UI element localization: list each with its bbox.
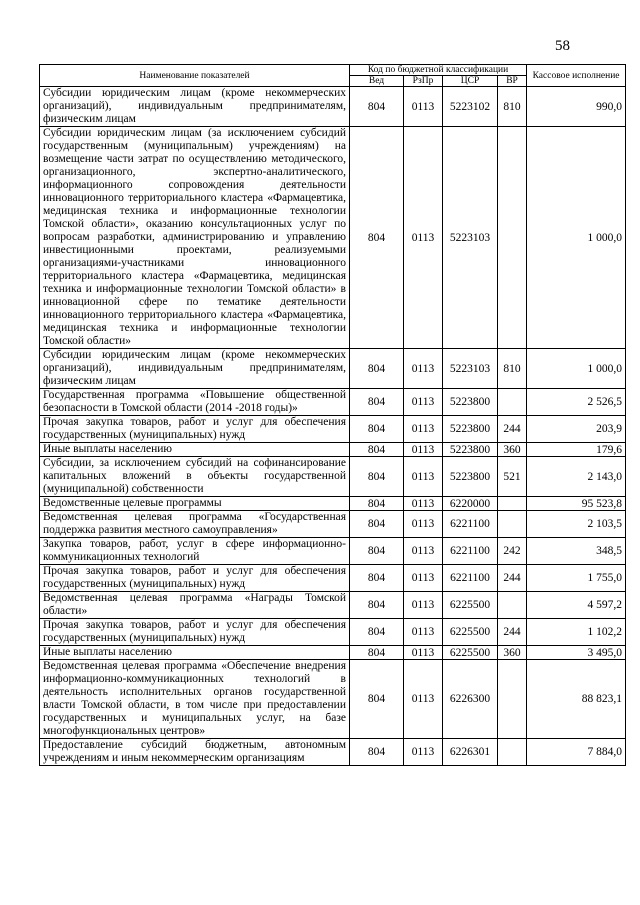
header-name: Наименование показателей — [40, 65, 350, 87]
row-vr-cell: 810 — [498, 87, 527, 127]
row-amount-cell: 1 000,0 — [527, 349, 626, 389]
row-name-cell: Иные выплаты населению — [40, 646, 350, 660]
row-name-cell: Государственная программа «Повышение общественной безопасности в Томской области (2014 -2018 годы)» — [40, 389, 350, 416]
row-amount-cell: 88 823,1 — [527, 660, 626, 739]
row-rzpr-cell: 0113 — [404, 592, 443, 619]
row-csr-cell: 6221100 — [443, 511, 498, 538]
row-rzpr-cell: 0113 — [404, 443, 443, 457]
table-row — [40, 389, 626, 416]
row-name-cell: Субсидии юридическим лицам (за исключением субсидий государственным (муниципальным) учреждениям) на возмещение части затрат по осуществлению методического, организационного, экспертно-аналитического, информационного сопровождения деятельности инновационного территориального кластера «Фармацевтика, медицинская техника и информационные технологии Томской области», оказанию консультационных услуг по вопросам разработки, администрированию и управлению инвестиционными проектами, реализуемыми организациями-участниками инновационного территориального кластера «Фармацевтика, медицинская техника и информационные технологии Томской области» в инновационной сфере по тематике деятельности инновационного территориального кластера «Фармацевтика, медицинская техника и информационные технологии Томской области» — [40, 127, 350, 349]
table-row — [40, 416, 626, 443]
row-vr-cell: 360 — [498, 646, 527, 660]
row-rzpr-cell: 0113 — [404, 87, 443, 127]
row-amount-cell: 2 143,0 — [527, 457, 626, 497]
row-rzpr-cell: 0113 — [404, 127, 443, 349]
row-name-cell: Субсидии, за исключением субсидий на софинансирование капитальных вложений в объекты государственной (муниципальной) собственности — [40, 457, 350, 497]
row-amount-cell: 7 884,0 — [527, 739, 626, 766]
row-amount-cell: 179,6 — [527, 443, 626, 457]
row-amount-cell: 3 495,0 — [527, 646, 626, 660]
row-amount-cell: 348,5 — [527, 538, 626, 565]
row-rzpr-cell: 0113 — [404, 619, 443, 646]
row-name-cell: Ведомственная целевая программа «Обеспечение внедрения информационно-коммуникационных технологий в деятельность исполнительных органов государственной власти Томской области, в том числе при предоставлении государственных и муниципальных услуг, на базе многофункциональных центров» — [40, 660, 350, 739]
header-csr: ЦСР — [443, 76, 498, 87]
row-name-cell: Ведомственные целевые программы — [40, 497, 350, 511]
row-amount-cell: 1 755,0 — [527, 565, 626, 592]
row-name-cell: Прочая закупка товаров, работ и услуг для обеспечения государственных (муниципальных) нужд — [40, 565, 350, 592]
row-csr-cell: 5223800 — [443, 457, 498, 497]
row-csr-cell: 6221100 — [443, 565, 498, 592]
row-ved-cell: 804 — [350, 538, 404, 565]
row-amount-cell: 95 523,8 — [527, 497, 626, 511]
row-name-cell: Прочая закупка товаров, работ и услуг для обеспечения государственных (муниципальных) нужд — [40, 619, 350, 646]
row-vr-cell: 244 — [498, 416, 527, 443]
header-rzpr: РзПр — [404, 76, 443, 87]
row-csr-cell: 6220000 — [443, 497, 498, 511]
row-csr-cell: 5223103 — [443, 127, 498, 349]
row-vr-cell: 360 — [498, 443, 527, 457]
table-row — [40, 660, 626, 739]
row-rzpr-cell: 0113 — [404, 538, 443, 565]
table-row — [40, 349, 626, 389]
row-ved-cell: 804 — [350, 619, 404, 646]
table-row — [40, 457, 626, 497]
row-rzpr-cell: 0113 — [404, 646, 443, 660]
row-ved-cell: 804 — [350, 660, 404, 739]
row-ved-cell: 804 — [350, 592, 404, 619]
row-csr-cell: 6225500 — [443, 646, 498, 660]
table-row — [40, 443, 626, 457]
row-csr-cell: 6226301 — [443, 739, 498, 766]
row-ved-cell: 804 — [350, 87, 404, 127]
row-rzpr-cell: 0113 — [404, 457, 443, 497]
row-vr-cell: 244 — [498, 619, 527, 646]
row-amount-cell: 1 000,0 — [527, 127, 626, 349]
row-rzpr-cell: 0113 — [404, 739, 443, 766]
row-ved-cell: 804 — [350, 457, 404, 497]
row-vr-cell — [498, 127, 527, 349]
table-row — [40, 565, 626, 592]
row-amount-cell: 2 526,5 — [527, 389, 626, 416]
row-name-cell: Субсидии юридическим лицам (кроме некоммерческих организаций), индивидуальным предпринимателям, физическим лицам — [40, 349, 350, 389]
row-amount-cell: 2 103,5 — [527, 511, 626, 538]
row-name-cell: Закупка товаров, работ, услуг в сфере информационно-коммуникационных технологий — [40, 538, 350, 565]
row-ved-cell: 804 — [350, 739, 404, 766]
row-amount-cell: 4 597,2 — [527, 592, 626, 619]
row-rzpr-cell: 0113 — [404, 349, 443, 389]
row-name-cell: Субсидии юридическим лицам (кроме некоммерческих организаций), индивидуальным предпринимателям, физическим лицам — [40, 87, 350, 127]
header-row-top — [40, 65, 626, 76]
row-ved-cell: 804 — [350, 646, 404, 660]
row-ved-cell: 804 — [350, 416, 404, 443]
row-name-cell: Ведомственная целевая программа «Награды Томской области» — [40, 592, 350, 619]
row-rzpr-cell: 0113 — [404, 511, 443, 538]
row-csr-cell: 5223102 — [443, 87, 498, 127]
row-csr-cell: 5223103 — [443, 349, 498, 389]
row-name-cell: Иные выплаты населению — [40, 443, 350, 457]
row-csr-cell: 6221100 — [443, 538, 498, 565]
row-csr-cell: 5223800 — [443, 416, 498, 443]
table-row — [40, 619, 626, 646]
header-code-group: Код по бюджетной классификации — [350, 65, 527, 76]
row-vr-cell — [498, 592, 527, 619]
row-rzpr-cell: 0113 — [404, 389, 443, 416]
row-vr-cell — [498, 497, 527, 511]
row-name-cell: Ведомственная целевая программа «Государственная поддержка развития местного самоуправления» — [40, 511, 350, 538]
row-vr-cell — [498, 739, 527, 766]
row-rzpr-cell: 0113 — [404, 497, 443, 511]
row-ved-cell: 804 — [350, 127, 404, 349]
row-vr-cell: 242 — [498, 538, 527, 565]
table-row — [40, 87, 626, 127]
header-ved: Вед — [350, 76, 404, 87]
row-csr-cell: 6226300 — [443, 660, 498, 739]
row-amount-cell: 990,0 — [527, 87, 626, 127]
row-ved-cell: 804 — [350, 497, 404, 511]
row-vr-cell — [498, 389, 527, 416]
row-name-cell: Прочая закупка товаров, работ и услуг для обеспечения государственных (муниципальных) нужд — [40, 416, 350, 443]
table-body — [40, 87, 626, 766]
row-csr-cell: 6225500 — [443, 619, 498, 646]
row-rzpr-cell: 0113 — [404, 565, 443, 592]
row-ved-cell: 804 — [350, 511, 404, 538]
row-vr-cell: 521 — [498, 457, 527, 497]
table-row — [40, 538, 626, 565]
row-vr-cell — [498, 511, 527, 538]
row-vr-cell: 810 — [498, 349, 527, 389]
row-vr-cell — [498, 660, 527, 739]
row-amount-cell: 203,9 — [527, 416, 626, 443]
row-name-cell: Предоставление субсидий бюджетным, автономным учреждениям и иным некоммерческим организациям — [40, 739, 350, 766]
budget-table — [39, 64, 626, 766]
page-number: 58 — [555, 38, 570, 54]
row-ved-cell: 804 — [350, 443, 404, 457]
table-row — [40, 497, 626, 511]
table-row — [40, 127, 626, 349]
row-ved-cell: 804 — [350, 565, 404, 592]
row-ved-cell: 804 — [350, 389, 404, 416]
row-csr-cell: 5223800 — [443, 389, 498, 416]
row-ved-cell: 804 — [350, 349, 404, 389]
row-vr-cell: 244 — [498, 565, 527, 592]
header-vr: ВР — [498, 76, 527, 87]
row-csr-cell: 6225500 — [443, 592, 498, 619]
table-row — [40, 592, 626, 619]
header-amount: Кассовое исполнение — [527, 65, 626, 87]
row-rzpr-cell: 0113 — [404, 416, 443, 443]
row-amount-cell: 1 102,2 — [527, 619, 626, 646]
row-rzpr-cell: 0113 — [404, 660, 443, 739]
table-row — [40, 739, 626, 766]
row-csr-cell: 5223800 — [443, 443, 498, 457]
table-row — [40, 511, 626, 538]
table-row — [40, 646, 626, 660]
